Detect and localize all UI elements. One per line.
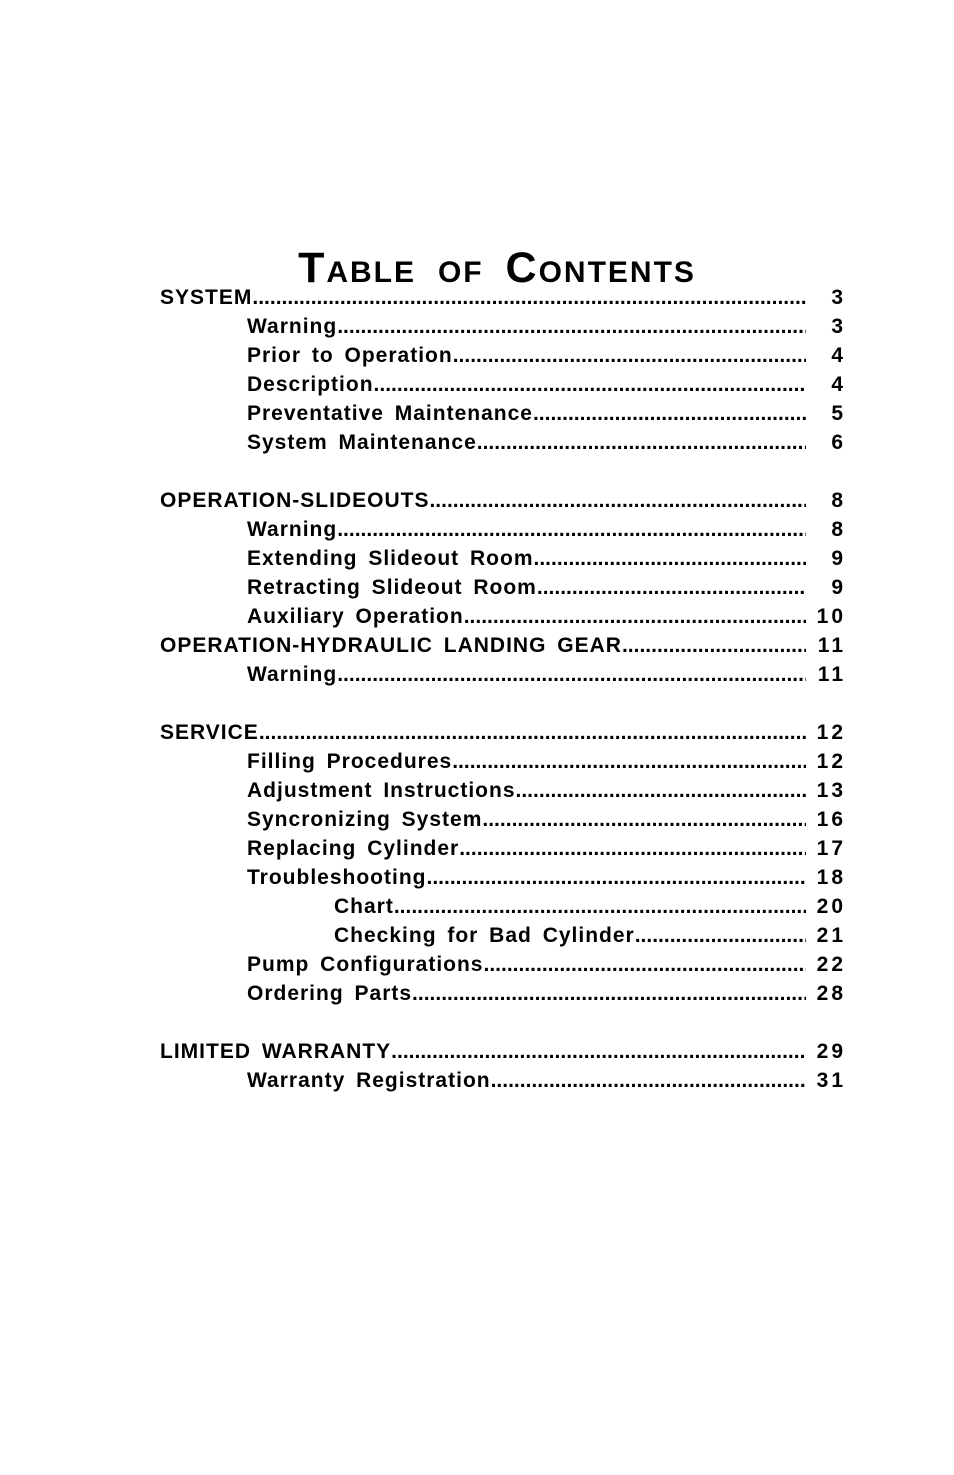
toc-entry-label: Syncronizing System — [247, 808, 483, 831]
toc-entry — [160, 892, 846, 921]
toc-list — [160, 283, 846, 1095]
dot-leader — [252, 283, 806, 312]
toc-entry — [160, 950, 846, 979]
toc-entry-label: SERVICE — [160, 721, 259, 744]
dot-leader — [453, 341, 806, 370]
toc-entry-page-number: 12 — [816, 721, 846, 744]
toc-entry-page-number: 4 — [831, 373, 846, 396]
toc-entry-page-number: 9 — [831, 547, 846, 570]
toc-entry — [160, 979, 846, 1008]
toc-entry-label: Warning — [247, 315, 338, 338]
toc-entry-label: OPERATION-SLIDEOUTS — [160, 489, 430, 512]
dot-leader — [337, 515, 806, 544]
toc-entry — [160, 1037, 846, 1066]
dot-leader — [429, 486, 806, 515]
dot-leader — [464, 602, 806, 631]
toc-entry-page-number: 11 — [817, 663, 846, 686]
toc-entry-label: Warranty Registration — [247, 1069, 491, 1092]
dot-leader — [259, 718, 806, 747]
toc-entry — [160, 921, 846, 950]
toc-entry-page-number: 6 — [831, 431, 846, 454]
toc-entry-page-number: 13 — [816, 779, 846, 802]
dot-leader — [484, 950, 807, 979]
toc-entry — [160, 341, 846, 370]
dot-leader — [534, 544, 807, 573]
toc-entry-page-number: 4 — [831, 344, 846, 367]
toc-entry-page-number: 11 — [817, 634, 846, 657]
toc-entry-page-number: 18 — [816, 866, 846, 889]
toc-entry — [160, 805, 846, 834]
toc-entry-page-number: 17 — [816, 837, 846, 860]
toc-entry-label: Replacing Cylinder — [247, 837, 460, 860]
toc-entry-label: Warning — [247, 663, 338, 686]
toc-entry-page-number: 12 — [816, 750, 846, 773]
toc-entry-page-number: 9 — [831, 576, 846, 599]
toc-entry-label: System Maintenance — [247, 431, 477, 454]
dot-leader — [426, 863, 806, 892]
toc-entry — [160, 515, 846, 544]
toc-entry-page-number: 8 — [831, 518, 846, 541]
dot-leader — [477, 428, 806, 457]
toc-entry-page-number: 8 — [831, 489, 846, 512]
toc-entry-label: Troubleshooting — [247, 866, 427, 889]
toc-entry-page-number: 3 — [831, 286, 846, 309]
toc-entry-label: OPERATION-HYDRAULIC LANDING GEAR — [160, 634, 622, 657]
toc-entry — [160, 283, 846, 312]
dot-leader — [391, 1037, 806, 1066]
toc-entry-page-number: 31 — [816, 1069, 846, 1092]
toc-entry-page-number: 28 — [816, 982, 846, 1005]
toc-entry-page-number: 20 — [816, 895, 846, 918]
toc-entry-page-number: 3 — [831, 315, 846, 338]
toc-entry-label: Auxiliary Operation — [247, 605, 464, 628]
toc-entry-label: Pump Configurations — [247, 953, 484, 976]
toc-entry-label: Ordering Parts — [247, 982, 413, 1005]
toc-entry — [160, 660, 846, 689]
toc-entry — [160, 312, 846, 341]
toc-entry-label: Preventative Maintenance — [247, 402, 533, 425]
toc-entry-label: SYSTEM — [160, 286, 253, 309]
toc-entry — [160, 863, 846, 892]
toc-entry — [160, 573, 846, 602]
dot-leader — [533, 399, 806, 428]
toc-entry-page-number: 16 — [816, 808, 846, 831]
dot-leader — [482, 805, 806, 834]
toc-entry — [160, 631, 846, 660]
dot-leader — [452, 747, 806, 776]
toc-entry — [160, 747, 846, 776]
toc-entry — [160, 486, 846, 515]
toc-entry — [160, 399, 846, 428]
toc-entry-label: Retracting Slideout Room — [247, 576, 537, 599]
toc-entry-label: Prior to Operation — [247, 344, 453, 367]
dot-leader — [412, 979, 806, 1008]
toc-entry — [160, 602, 846, 631]
dot-leader — [622, 631, 806, 660]
toc-entry-label: Adjustment Instructions — [247, 779, 516, 802]
toc-entry-page-number: 22 — [816, 953, 846, 976]
toc-entry-page-number: 21 — [816, 924, 846, 947]
toc-entry-label: Warning — [247, 518, 338, 541]
dot-leader — [337, 660, 806, 689]
dot-leader — [491, 1066, 806, 1095]
toc-entry — [160, 718, 846, 747]
dot-leader — [459, 834, 806, 863]
toc-entry-page-number: 29 — [816, 1040, 846, 1063]
toc-entry-page-number: 10 — [816, 605, 846, 628]
toc-entry-label: LIMITED WARRANTY — [160, 1040, 392, 1063]
dot-leader — [394, 892, 806, 921]
toc-entry — [160, 834, 846, 863]
toc-entry — [160, 1066, 846, 1095]
toc-entry-page-number: 5 — [831, 402, 846, 425]
toc-entry-label: Checking for Bad Cylinder — [334, 924, 635, 947]
toc-entry — [160, 428, 846, 457]
dot-leader — [635, 921, 806, 950]
toc-entry — [160, 776, 846, 805]
toc-entry-label: Chart — [334, 895, 394, 918]
dot-leader — [537, 573, 806, 602]
dot-leader — [516, 776, 806, 805]
toc-entry — [160, 370, 846, 399]
dot-leader — [337, 312, 806, 341]
page-title: Table of Contents — [298, 243, 696, 292]
toc-entry-label: Filling Procedures — [247, 750, 453, 773]
toc-entry-label: Description — [247, 373, 374, 396]
toc-entry-label: Extending Slideout Room — [247, 547, 534, 570]
dot-leader — [374, 370, 806, 399]
toc-entry — [160, 544, 846, 573]
